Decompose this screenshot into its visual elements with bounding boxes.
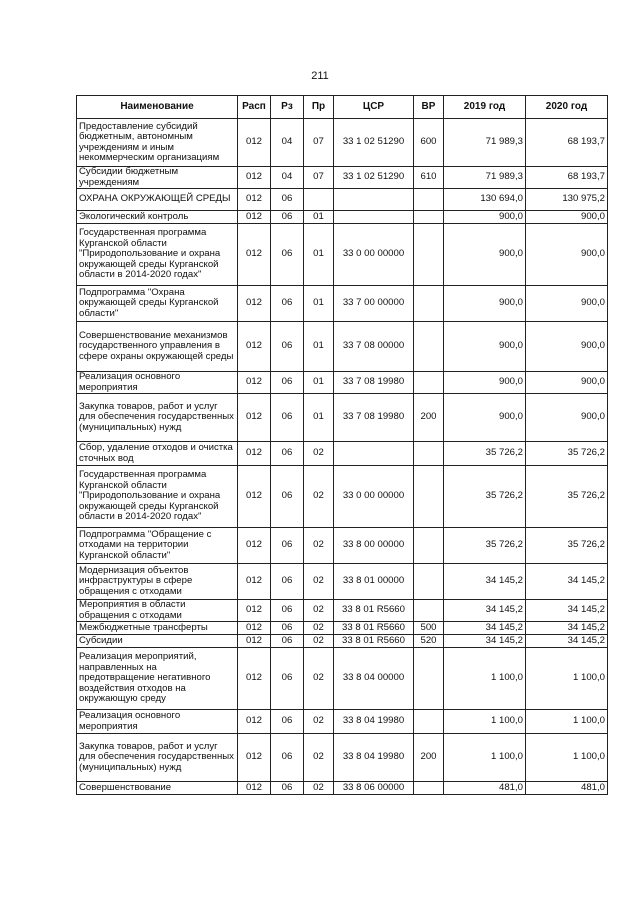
row-2019: 900,0: [444, 372, 526, 394]
row-rz: 06: [271, 211, 304, 224]
row-2019: 1 100,0: [444, 648, 526, 710]
row-name: Модернизация объектов инфраструктуры в сфере обращения с отходами: [77, 564, 238, 600]
row-pr: 02: [304, 734, 334, 782]
header-pr: Пр: [304, 96, 334, 119]
row-pr: 01: [304, 322, 334, 372]
row-rz: 06: [271, 622, 304, 635]
row-vr: [414, 224, 444, 286]
row-2020: 34 145,2: [526, 635, 608, 648]
row-pr: 02: [304, 710, 334, 734]
row-name: Субсидии бюджетным учреждениям: [77, 167, 238, 189]
row-vr: [414, 189, 444, 211]
row-rasp: 012: [238, 648, 271, 710]
row-pr: 01: [304, 286, 334, 322]
row-csr: 33 8 06 00000: [334, 782, 414, 795]
row-vr: 610: [414, 167, 444, 189]
header-name: Наименование: [77, 96, 238, 119]
row-2019: 35 726,2: [444, 466, 526, 528]
row-rz: 04: [271, 119, 304, 167]
row-vr: 520: [414, 635, 444, 648]
row-csr: 33 8 00 00000: [334, 528, 414, 564]
row-rz: 06: [271, 442, 304, 466]
row-rz: 06: [271, 635, 304, 648]
row-2019: 71 989,3: [444, 119, 526, 167]
table-row: [77, 211, 608, 224]
row-rasp: 012: [238, 224, 271, 286]
table-row: [77, 622, 608, 635]
table-row: [77, 734, 608, 782]
row-2019: 1 100,0: [444, 734, 526, 782]
row-vr: [414, 372, 444, 394]
row-2019: 34 145,2: [444, 600, 526, 622]
row-rz: 06: [271, 564, 304, 600]
row-pr: 01: [304, 211, 334, 224]
table-row: [77, 189, 608, 211]
row-csr: 33 8 01 R5660: [334, 635, 414, 648]
row-2019: 481,0: [444, 782, 526, 795]
row-rasp: 012: [238, 119, 271, 167]
row-name: Совершенствование: [77, 782, 238, 795]
row-rz: 06: [271, 648, 304, 710]
row-rz: 06: [271, 286, 304, 322]
row-pr: 02: [304, 528, 334, 564]
header-csr: ЦСР: [334, 96, 414, 119]
row-2020: 35 726,2: [526, 442, 608, 466]
row-2020: 900,0: [526, 211, 608, 224]
row-2020: 1 100,0: [526, 710, 608, 734]
row-rasp: 012: [238, 734, 271, 782]
row-vr: 600: [414, 119, 444, 167]
row-name: Реализация мероприятий, направленных на предотвращение негативного воздействия отходов на окружающую среду: [77, 648, 238, 710]
row-vr: [414, 648, 444, 710]
table-row: [77, 394, 608, 442]
row-name: Подпрограмма "Охрана окружающей среды Курганской области": [77, 286, 238, 322]
row-name: Реализация основного мероприятия: [77, 372, 238, 394]
row-rz: 06: [271, 600, 304, 622]
table-row: [77, 466, 608, 528]
row-name: Межбюджетные трансферты: [77, 622, 238, 635]
table-row: [77, 528, 608, 564]
table-row: [77, 564, 608, 600]
row-2020: 900,0: [526, 224, 608, 286]
row-name: Предоставление субсидий бюджетным, автономным учреждениям и иным некоммерческим организациям: [77, 119, 238, 167]
row-rasp: 012: [238, 622, 271, 635]
row-vr: 200: [414, 734, 444, 782]
row-2019: 1 100,0: [444, 710, 526, 734]
table-row: [77, 224, 608, 286]
row-rz: 06: [271, 394, 304, 442]
table-row: [77, 372, 608, 394]
header-2019: 2019 год: [444, 96, 526, 119]
table-row: [77, 782, 608, 795]
row-csr: [334, 189, 414, 211]
row-2020: 900,0: [526, 372, 608, 394]
row-vr: 500: [414, 622, 444, 635]
header-2020: 2020 год: [526, 96, 608, 119]
row-2019: 71 989,3: [444, 167, 526, 189]
row-pr: 02: [304, 466, 334, 528]
row-vr: [414, 528, 444, 564]
row-rasp: 012: [238, 564, 271, 600]
row-2019: 35 726,2: [444, 528, 526, 564]
row-2020: 35 726,2: [526, 466, 608, 528]
row-csr: 33 7 08 19980: [334, 394, 414, 442]
row-2020: 481,0: [526, 782, 608, 795]
row-2020: 900,0: [526, 394, 608, 442]
row-rz: 06: [271, 466, 304, 528]
row-name: Подпрограмма "Обращение с отходами на территории Курганской области": [77, 528, 238, 564]
row-pr: 02: [304, 600, 334, 622]
row-2019: 34 145,2: [444, 564, 526, 600]
row-2020: 900,0: [526, 286, 608, 322]
row-rz: 06: [271, 734, 304, 782]
row-pr: 02: [304, 635, 334, 648]
row-rasp: 012: [238, 286, 271, 322]
table-row: [77, 119, 608, 167]
table-row: [77, 600, 608, 622]
row-vr: [414, 211, 444, 224]
row-vr: [414, 600, 444, 622]
row-2019: 900,0: [444, 211, 526, 224]
row-rasp: 012: [238, 211, 271, 224]
row-csr: 33 8 04 19980: [334, 734, 414, 782]
row-pr: 02: [304, 782, 334, 795]
row-2019: 130 694,0: [444, 189, 526, 211]
row-name: Мероприятия в области обращения с отходами: [77, 600, 238, 622]
header-rasp: Расп: [238, 96, 271, 119]
row-2019: 900,0: [444, 224, 526, 286]
row-vr: [414, 564, 444, 600]
row-vr: 200: [414, 394, 444, 442]
row-csr: 33 7 08 00000: [334, 322, 414, 372]
row-2019: 34 145,2: [444, 622, 526, 635]
table-row: [77, 710, 608, 734]
row-name: Экологический контроль: [77, 211, 238, 224]
row-csr: 33 8 01 R5660: [334, 600, 414, 622]
row-rasp: 012: [238, 710, 271, 734]
table-row: [77, 167, 608, 189]
header-vr: ВР: [414, 96, 444, 119]
row-csr: 33 8 04 19980: [334, 710, 414, 734]
row-2019: 900,0: [444, 394, 526, 442]
row-2020: 68 193,7: [526, 119, 608, 167]
row-csr: 33 1 02 51290: [334, 167, 414, 189]
row-name: Государственная программа Курганской области "Природопользование и охрана окружающей среды Курганской области в 2014-2020 годах": [77, 466, 238, 528]
row-pr: [304, 189, 334, 211]
row-rasp: 012: [238, 635, 271, 648]
row-rasp: 012: [238, 600, 271, 622]
row-name: Закупка товаров, работ и услуг для обеспечения государственных (муниципальных) нужд: [77, 394, 238, 442]
row-pr: 02: [304, 648, 334, 710]
row-rasp: 012: [238, 466, 271, 528]
row-rz: 06: [271, 782, 304, 795]
row-rasp: 012: [238, 782, 271, 795]
table-row: [77, 648, 608, 710]
row-pr: 07: [304, 119, 334, 167]
row-rz: 06: [271, 710, 304, 734]
row-2020: 34 145,2: [526, 600, 608, 622]
row-csr: [334, 442, 414, 466]
row-pr: 01: [304, 394, 334, 442]
row-vr: [414, 286, 444, 322]
page-number: 211: [311, 70, 329, 82]
row-rz: 06: [271, 528, 304, 564]
row-2019: 35 726,2: [444, 442, 526, 466]
row-2020: 130 975,2: [526, 189, 608, 211]
row-2020: 1 100,0: [526, 734, 608, 782]
row-vr: [414, 710, 444, 734]
table-row: [77, 635, 608, 648]
row-rasp: 012: [238, 322, 271, 372]
row-rz: 04: [271, 167, 304, 189]
row-2019: 34 145,2: [444, 635, 526, 648]
row-rasp: 012: [238, 372, 271, 394]
row-2020: 68 193,7: [526, 167, 608, 189]
row-name: Совершенствование механизмов государственного управления в сфере охраны окружающей среды: [77, 322, 238, 372]
row-vr: [414, 442, 444, 466]
row-csr: 33 8 04 00000: [334, 648, 414, 710]
row-rz: 06: [271, 224, 304, 286]
row-csr: 33 1 02 51290: [334, 119, 414, 167]
row-pr: 01: [304, 224, 334, 286]
row-pr: 02: [304, 564, 334, 600]
row-csr: 33 0 00 00000: [334, 224, 414, 286]
table-header-row: [77, 96, 608, 119]
table-row: [77, 286, 608, 322]
row-rz: 06: [271, 189, 304, 211]
row-rasp: 012: [238, 167, 271, 189]
table-row: [77, 442, 608, 466]
row-pr: 02: [304, 622, 334, 635]
row-rasp: 012: [238, 442, 271, 466]
row-vr: [414, 466, 444, 528]
row-vr: [414, 782, 444, 795]
row-rasp: 012: [238, 189, 271, 211]
budget-table: [76, 95, 608, 795]
row-name: Государственная программа Курганской области "Природопользование и охрана окружающей среды Курганской области в 2014-2020 годах": [77, 224, 238, 286]
row-csr: 33 0 00 00000: [334, 466, 414, 528]
row-csr: 33 7 08 19980: [334, 372, 414, 394]
row-rasp: 012: [238, 394, 271, 442]
table-row: [77, 322, 608, 372]
row-pr: 02: [304, 442, 334, 466]
row-2019: 900,0: [444, 286, 526, 322]
row-2020: 900,0: [526, 322, 608, 372]
row-csr: 33 7 00 00000: [334, 286, 414, 322]
row-name: Сбор, удаление отходов и очистка сточных вод: [77, 442, 238, 466]
row-name: Реализация основного мероприятия: [77, 710, 238, 734]
row-name: Субсидии: [77, 635, 238, 648]
row-rz: 06: [271, 372, 304, 394]
row-csr: 33 8 01 R5660: [334, 622, 414, 635]
row-2020: 35 726,2: [526, 528, 608, 564]
header-rz: Рз: [271, 96, 304, 119]
row-2020: 34 145,2: [526, 622, 608, 635]
row-2020: 1 100,0: [526, 648, 608, 710]
row-2020: 34 145,2: [526, 564, 608, 600]
row-rasp: 012: [238, 528, 271, 564]
row-2019: 900,0: [444, 322, 526, 372]
row-name: ОХРАНА ОКРУЖАЮЩЕЙ СРЕДЫ: [77, 189, 238, 211]
row-rz: 06: [271, 322, 304, 372]
row-csr: 33 8 01 00000: [334, 564, 414, 600]
row-pr: 07: [304, 167, 334, 189]
row-pr: 01: [304, 372, 334, 394]
row-csr: [334, 211, 414, 224]
row-name: Закупка товаров, работ и услуг для обеспечения государственных (муниципальных) нужд: [77, 734, 238, 782]
row-vr: [414, 322, 444, 372]
